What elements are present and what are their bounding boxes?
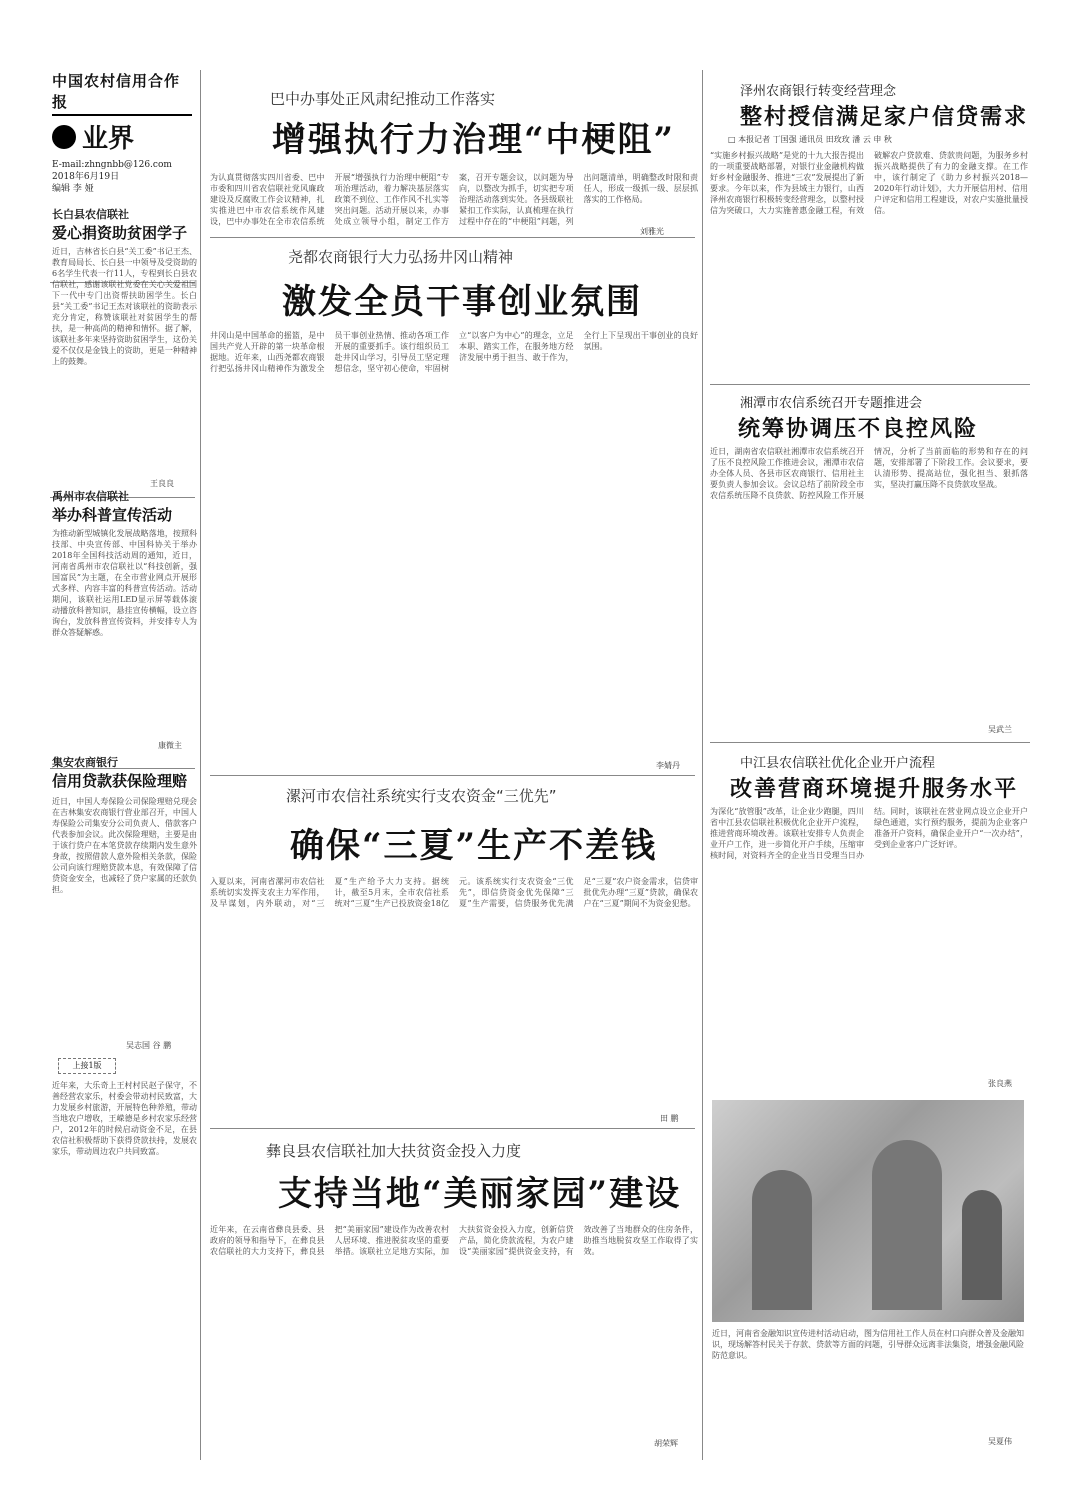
r2-kicker: 湘潭市农信系统召开专题推进会 [740, 396, 923, 411]
section-logo-icon [52, 125, 76, 149]
r3-body: 为深化“放管服”改革，让企业少跑腿，四川省中江县农信联社积极优化企业开户流程，推进营商环境改善。该联社安排专人负责企业开户工作，进一步简化开户手续，压缩审核时间，对资料齐全的企业当日受理当日办结。同时，该联社在营业网点设立企业开户绿色通道，实行预约服务，提前为企业客户准备开户资料，确保企业开户“一次办结”，受到企业客户广泛好评。 [710, 807, 1028, 860]
r3-author: 张良燕 [988, 1079, 1012, 1088]
paper-title: 中国农村信用合作报 [52, 70, 192, 116]
mid3-headline: 支持当地“美丽家园”建设 [278, 1174, 682, 1214]
mid2-kicker: 漯河市农信社系统实行支农资金“三优先” [286, 787, 557, 805]
mid1-kicker: 尧都农商银行大力弘扬井冈山精神 [288, 248, 514, 266]
r2-headline: 统筹协调压不良控风险 [738, 416, 979, 442]
mid1-author: 李婧丹 [656, 761, 680, 770]
mid3-body: 近年来，在云南省彝良县委、县政府的领导和指导下，在彝良县农信联社的大力支持下，彝良县把“美丽家园”建设作为改善农村人居环境、推进脱贫攻坚的重要举措。该联社立足地方实际，加大扶贫资金投入力度，创新信贷产品，简化贷款流程，为农户建设“美丽家园”提供资金支持，有效改善了当地群众的住房条件，助推当地脱贫攻坚工作取得了实效。 [210, 1225, 698, 1256]
article-yuzhou [52, 488, 197, 525]
news-photo [712, 1100, 1024, 1322]
r3-kicker: 中江县农信联社优化企业开户流程 [740, 756, 936, 771]
r2-author: 吴武兰 [988, 725, 1012, 734]
mid2-author: 田 鹏 [660, 1114, 679, 1123]
continued-tag: 上接1版 [58, 1058, 116, 1074]
article-headline: 爱心捐资助贫困学子 [52, 224, 188, 242]
masthead-meta [52, 159, 192, 195]
issue-date: 2018年6月19日 [52, 172, 120, 182]
editor: 编辑 李 娅 [52, 184, 94, 194]
lead-author: 刘雅光 [640, 227, 664, 236]
r1-body: “实施乡村振兴战略”是党的十九大报告提出的一项重要战略部署，对银行业金融机构做好乡村金融服务、推进“三农”发展提出了新要求。今年以来，作为县域主力银行，山西泽州农商银行积极转变经营理念，以整村授信为突破口，大力实施普惠金融工程，有效破解农户贷款难、贷款贵问题，为服务乡村振兴战略提供了有力的金融支撑。在工作中，该行制定了《助力乡村振兴2018—2020年行动计划》，大力开展信用村、信用户评定和信用工程建设，对农户实施批量授信。 [710, 151, 1028, 215]
lead-kicker: 巴中办事处正风肃纪推动工作落实 [270, 90, 496, 108]
mid3-author: 胡荣辉 [654, 1439, 678, 1448]
photo-author: 吴夏伟 [988, 1437, 1012, 1446]
article-jian [52, 754, 197, 791]
mid1-headline: 激发全员干事创业氛围 [282, 282, 642, 322]
article-kicker: 集安农商银行 [52, 756, 118, 769]
r3-headline: 改善营商环境提升服务水平 [730, 776, 1019, 802]
masthead [52, 70, 192, 195]
mid2-headline: 确保“三夏”生产不差钱 [290, 826, 658, 866]
article-body: 为推动新型城镇化发展战略落地，按照科技部、中央宣传部、中国科协关于举办2018年全国科技活动周的通知，近日，河南省禹州市农信联社以“科技创新，强国富民”为主题，在全市营业网点开展形式多样、内容丰富的科普宣传活动。活动期间，该联社运用LED显示屏等载体滚动播放科普知识，悬挂宣传横幅，设立咨询台，发放科普宣传资料，并安排专人为群众答疑解惑。 [52, 529, 197, 637]
article-headline: 信用贷款获保险理赔 [52, 772, 188, 790]
section-row [52, 118, 192, 155]
article-kicker: 禹州市农信联社 [52, 490, 129, 503]
mid2-body: 入夏以来，河南省漯河市农信社系统切实发挥支农主力军作用，及早谋划，内外联动，对“三夏”生产给予大力支持。据统计，截至5月末，全市农信社系统对“三夏”生产已投放资金18亿元。该系统实行支农资金“三优先”，即信贷资金优先保障“三夏”生产需要，信贷服务优先满足“三夏”农户资金需求，信贷审批优先办理“三夏”贷款，确保农户在“三夏”期间不为资金犯愁。 [210, 877, 698, 908]
article-body: 近日，中国人寿保险公司保险理赔兑现会在吉林集安农商银行营业部召开，中国人寿保险公司集安分公司负责人、借款客户代表参加会议。此次保险理赔，主要是由于该行贷户在本笔贷款存续期内发生意外身故，按照借款人意外险相关条款，保险公司向该行理赔贷款本息，有效保障了信贷资金安全，也减轻了贷户家属的还款负担。 [52, 797, 197, 894]
article-author: 王良良 [150, 479, 174, 488]
r1-kicker: 泽州农商银行转变经营理念 [740, 84, 897, 99]
photo-caption: 近日，河南省金融知识宣传进村活动启动，图为信用社工作人员在村口向群众普及金融知识，现场解答村民关于存款、贷款等方面的问题，引导群众远离非法集资，增强金融风险防范意识。 [712, 1329, 1024, 1360]
lead-headline: 增强执行力治理“中梗阻” [272, 120, 676, 160]
article-author: 吴志国 谷 鹏 [126, 1041, 172, 1050]
section-name: 业界 [82, 123, 135, 153]
article-author: 康微主 [158, 741, 182, 750]
article-changbai [52, 206, 197, 243]
mid1-body: 井冈山是中国革命的摇篮，是中国共产党人开辟的第一块革命根据地。近年来，山西尧都农商银行把弘扬井冈山精神作为激发全员干事创业热情、推动各项工作开展的重要抓手。该行组织员工赴井冈山学习，引导员工坚定理想信念，坚守初心使命，牢固树立“以客户为中心”的理念，立足本职、踏实工作，在服务地方经济发展中勇于担当、敢于作为，全行上下呈现出干事创业的良好氛围。 [210, 331, 698, 373]
mid3-kicker: 彝良县农信联社加大扶贫资金投入力度 [266, 1142, 522, 1160]
article-kicker: 长白县农信联社 [52, 208, 129, 221]
article-body: 近日，吉林省长白县“关工委”书记王杰、教育局局长、长白县一中领导及受资助的6名学生代表一行11人，专程到长白县农信联社，感谢该联社党委在关心关爱祖国下一代中专门出资帮扶助困学生。长白县“关工委”书记王杰对该联社的资助表示充分肯定，称赞该联社对贫困学生的帮扶，是一种高尚的精神和情怀。据了解，该联社多年来坚持资助贫困学生，这份关爱不仅仅是金钱上的资助，更是一种精神上的鼓舞。 [52, 247, 197, 366]
article-body: 近年来，大乐奇上王村村民赵子保守，不善经营农家乐，村委会带动村民致富，大力发展乡村旅游，开展特色种养殖，带动当地农户增收，王嵘德是乡村农家乐经营户，2012年的时候启动资金不足，在县农信社积极帮助下获得贷款扶持，发展农家乐，带动周边农户共同致富。 [52, 1081, 197, 1156]
article-headline: 举办科普宣传活动 [52, 506, 173, 524]
r1-byline: □ 本报记者 丁国强 通讯员 田玫玫 潘 云 申 秋 [728, 135, 892, 144]
r2-body: 近日，湖南省农信联社湘潭市农信系统召开了压不良控风险工作推进会议，湘潭市农信办全体人员、各县市区农商银行、信用社主要负责人参加会议。会议总结了前阶段全市农信系统压降不良贷款、防控风险工作开展情况，分析了当前面临的形势和存在的问题，安排部署了下阶段工作。会议要求，要认清形势、提高站位，强化担当、狠抓落实，坚决打赢压降不良贷款攻坚战。 [710, 447, 1028, 500]
email: E-mail:zhngnbb@126.com [52, 160, 172, 170]
r1-headline: 整村授信满足家户信贷需求 [740, 104, 1029, 130]
lead-body: 为认真贯彻落实四川省委、巴中市委和四川省农信联社党风廉政建设及反腐败工作会议精神，扎实推进巴中市农信系统作风建设，巴中办事处在全市农信系统开展“增强执行力治理中梗阻”专项治理活动，着力解决基层落实政策不到位、工作作风不扎实等突出问题。活动开展以来，办事处成立领导小组，制定工作方案，召开专题会议，以问题为导向，以整改为抓手，切实把专项治理活动落到实处。各县级联社紧扣工作实际，认真梳理在执行过程中存在的“中梗阻”问题，列出问题清单，明确整改时限和责任人，形成一级抓一级、层层抓落实的工作格局。 [210, 173, 698, 226]
